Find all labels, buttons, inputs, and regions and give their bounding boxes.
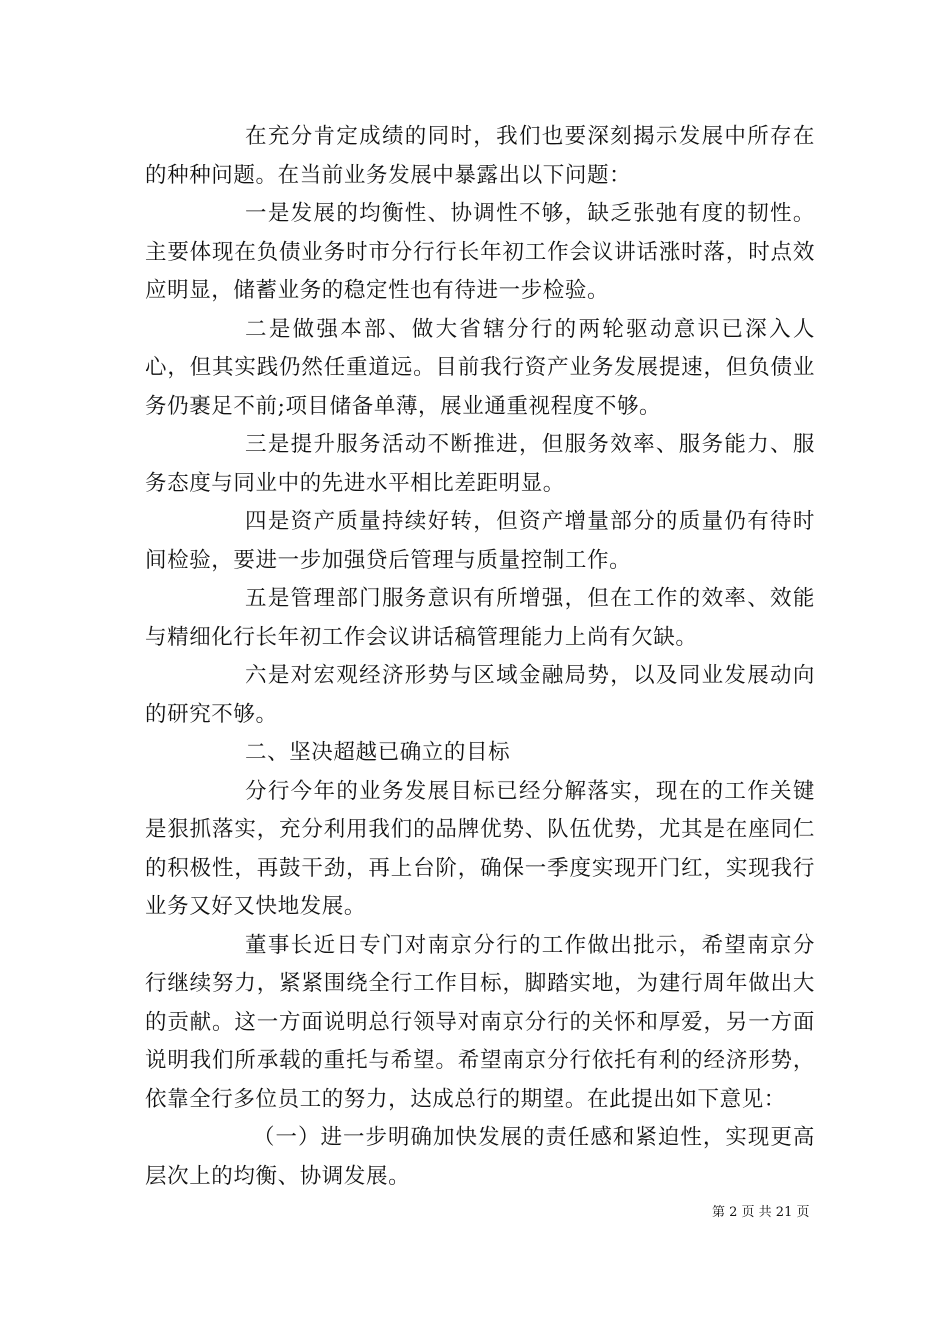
section-heading: 二、坚决超越已确立的目标 (245, 740, 511, 765)
paragraph: 四是资产质量持续好转，但资产增量部分的质量仍有待时间检验，要进一步加强贷后管理与质量控制工作。 (145, 509, 815, 573)
paragraph: 董事长近日专门对南京分行的工作做出批示，希望南京分行继续努力，紧紧围绕全行工作目标，脚踏实地，为建行周年做出大的贡献。这一方面说明总行领导对南京分行的关怀和厚爱，另一方面说明我们所承载的重托与希望。希望南京分行依托有利的经济形势，依靠全行多位员工的努力，达成总行的期望。在此提出如下意见： (145, 932, 815, 1112)
paragraph: 分行今年的业务发展目标已经分解落实，现在的工作关键是狠抓落实，充分利用我们的品牌优势、队伍优势，尤其是在座同仁的积极性，再鼓干劲，再上台阶，确保一季度实现开门红，实现我行业务又好又快地发展。 (145, 778, 815, 919)
paragraph: 三是提升服务活动不断推进，但服务效率、服务能力、服务态度与同业中的先进水平相比差距明显。 (145, 432, 815, 496)
paragraph: 五是管理部门服务意识有所增强，但在工作的效率、效能与精细化行长年初工作会议讲话稿管理能力上尚有欠缺。 (145, 586, 815, 650)
page-number-footer: 第 2 页 共 21 页 (712, 1205, 810, 1220)
paragraph: （一）进一步明确加快发展的责任感和紧迫性，实现更高层次上的均衡、协调发展。 (145, 1125, 815, 1189)
paragraph: 六是对宏观经济形势与区域金融局势，以及同业发展动向的研究不够。 (145, 663, 815, 727)
paragraph: 在充分肯定成绩的同时，我们也要深刻揭示发展中所存在的种种问题。在当前业务发展中暴露出以下问题： (145, 124, 815, 188)
document-body (145, 118, 815, 1196)
paragraph: 二是做强本部、做大省辖分行的两轮驱动意识已深入人心，但其实践仍然任重道远。目前我行资产业务发展提速，但负债业务仍裹足不前;项目储备单薄，展业通重视程度不够。 (145, 316, 815, 419)
paragraph: 一是发展的均衡性、协调性不够，缺乏张弛有度的韧性。主要体现在负债业务时市分行行长年初工作会议讲话涨时落，时点效应明显，储蓄业务的稳定性也有待进一步检验。 (145, 201, 815, 303)
